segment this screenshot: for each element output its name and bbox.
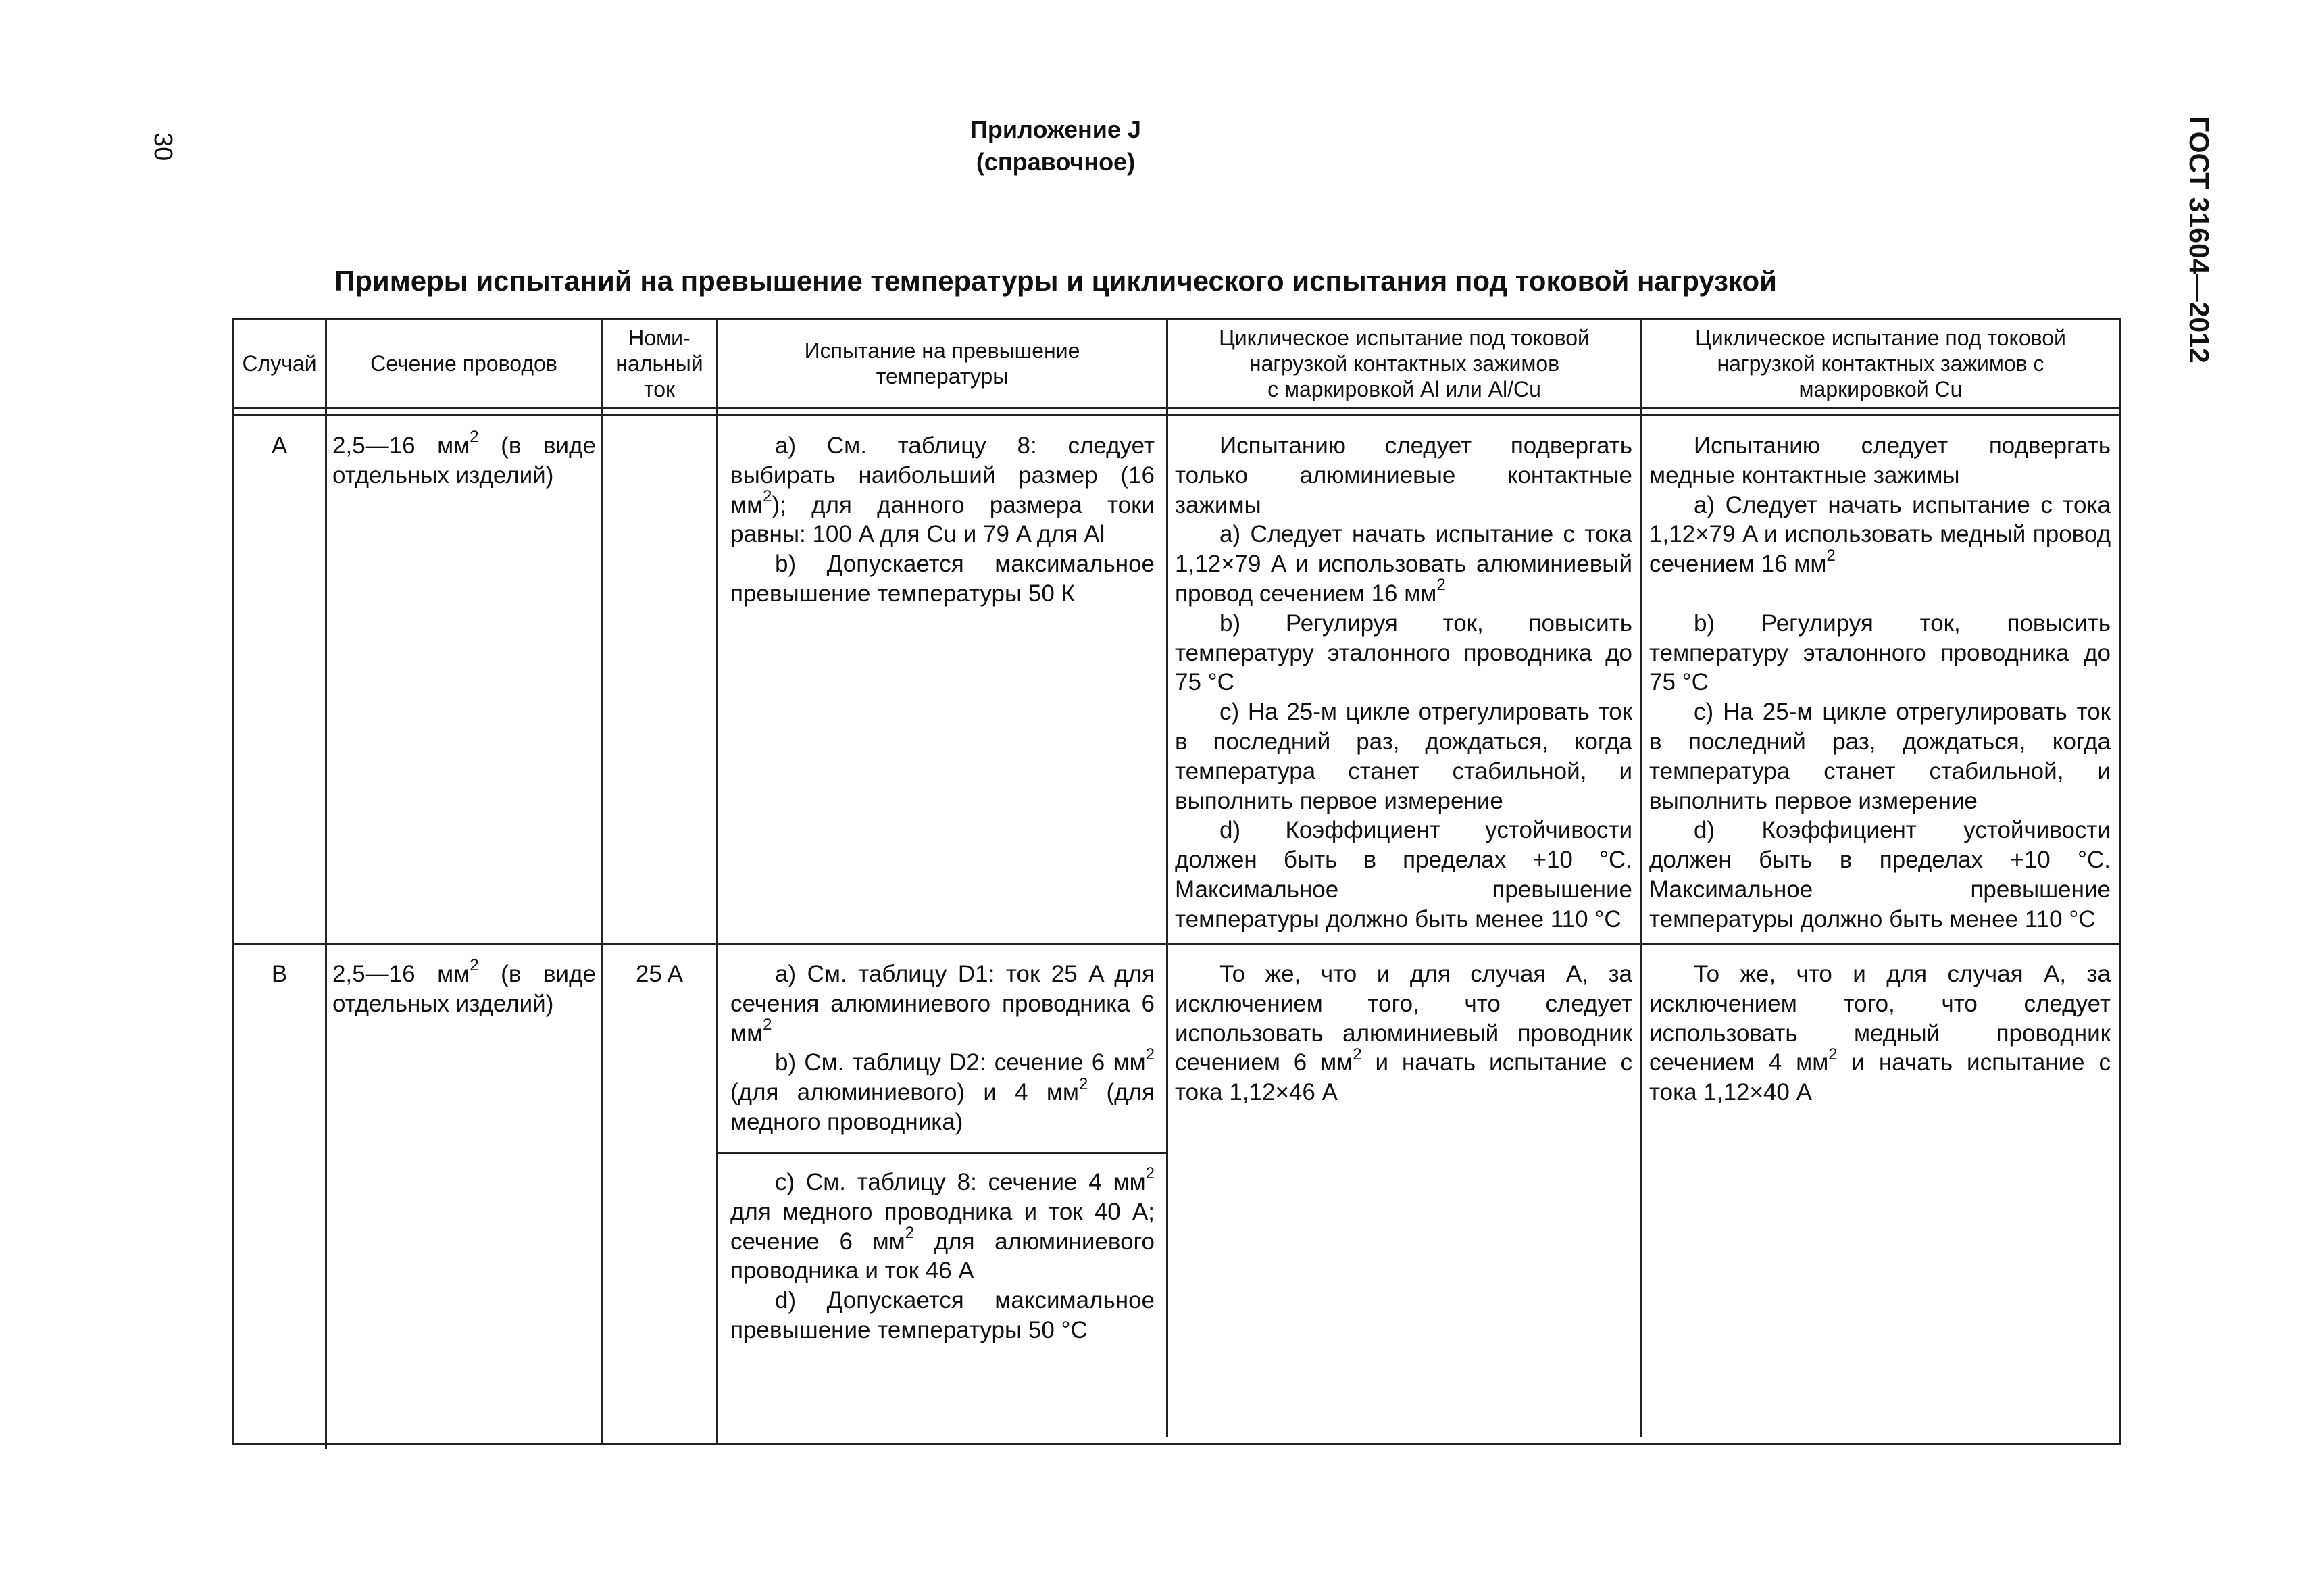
header-section: Сечение проводов: [370, 351, 557, 376]
row-a-cyclic-cu: Испытанию следует подвергать медные контактные зажимы a) Следует начать испытание с тока 1,12×79 A и использовать медный провод сечением 16 $мм^2$ b) Регулируя ток, повысить температуру эталонного проводника до 75 °С c) На 25-м цикле отрегулировать ток в последний раз, дождаться, когда температура станет стабильной, и выполнить первое измерение d) Коэффициент устойчивости должен быть в пределах +10 °С. Максимальное превышение температуры должно быть менее 110 °С: [1649, 432, 2111, 932]
row-b-temp-test-lower: c) См. таблицу 8: сечение 4 $мм^2$ для медного проводника и ток 40 A; сечение 6 $мм^2$ для алюминиевого проводника и ток 46 A d) Допускается максимальное превышение температуры 50 °С: [730, 1164, 1155, 1343]
table-left-border: [232, 318, 234, 1445]
header-temp-test: Испытание на превышение температуры: [804, 338, 1080, 389]
document-id: ГОСТ 31604—2012: [2184, 116, 2215, 364]
appendix-type: (справочное): [976, 148, 1136, 176]
col-divider-1: [325, 318, 327, 1449]
row-b-case: B: [271, 961, 288, 987]
header-cyclic-cu: Циклическое испытание под токовой нагрузкой контактных зажимов с маркировкой Cu: [1695, 325, 2066, 401]
table-right-border: [2119, 318, 2121, 1445]
col-divider-2: [601, 318, 603, 1445]
appendix-heading: [0, 114, 2213, 178]
row-b-nominal: 25 A: [635, 961, 684, 987]
row-b-temp-test-upper: a) См. таблицу D1: ток 25 A для сечения алюминиевого проводника 6 $мм^2$ b) См. таблицу D2: сечение 6 $мм^2$ (для алюминиевого) и 4 $мм^2$ (для медного проводника): [730, 961, 1155, 1135]
row-a-case: A: [271, 432, 288, 459]
row-b-cyclic-cu: То же, что и для случая A, за исключением того, что следует использовать медный проводник сечением 4 $мм^2$ и начать испытание с тока 1,12×40 A: [1649, 961, 2111, 1106]
table-bottom-border: [232, 1443, 2121, 1445]
temp-subrow-separator: [718, 1152, 1167, 1154]
header-separator-2: [232, 414, 2121, 416]
row-b-cyclic-al: То же, что и для случая A, за исключением того, что следует использовать алюминиевый проводник сечением 6 $мм^2$ и начать испытание с тока 1,12×46 A: [1175, 961, 1633, 1106]
col-divider-5: [1640, 318, 1642, 1437]
col-divider-3: [716, 318, 718, 1445]
row-b-section: 2,5—16 $мм^2$ (в виде отдельных изделий): [332, 956, 597, 1017]
header-case: Случай: [242, 351, 317, 376]
page-number: 30: [149, 132, 177, 161]
table-title: Примеры испытаний на превышение температуры и циклического испытания под токовой нагрузкой: [334, 265, 1777, 297]
col-divider-4: [1166, 318, 1168, 1437]
row-separator: [232, 943, 2121, 945]
header-separator-1: [232, 407, 2121, 409]
row-a-temp-test: a) См. таблицу 8: следует выбирать наибольший размер (16 $мм^2$); для данного размера токи равны: 100 A для Cu и 79 A для Al b) Допускается максимальное превышение температуры 50 К: [730, 432, 1155, 607]
header-nominal: Номи- нальный ток: [615, 325, 703, 401]
row-a-section: 2,5—16 $мм^2$ (в виде отдельных изделий): [332, 428, 597, 489]
header-cyclic-al: Циклическое испытание под токовой нагрузкой контактных зажимов с маркировкой Al или Al/Cu: [1219, 325, 1590, 401]
appendix-label: Приложение J: [970, 116, 1141, 143]
row-a-cyclic-al: Испытанию следует подвергать только алюминиевые контактные зажимы a) Следует начать испытание с тока 1,12×79 A и использовать алюминиевый провод сечением 16 $мм^2$ b) Регулируя ток, повысить температуру эталонного проводника до 75 °С c) На 25-м цикле отрегулировать ток в последний раз, дождаться, когда температура станет стабильной, и выполнить первое измерение d) Коэффициент устойчивости должен быть в пределах +10 °С. Максимальное превышение температуры должно быть менее 110 °С: [1175, 432, 1632, 932]
